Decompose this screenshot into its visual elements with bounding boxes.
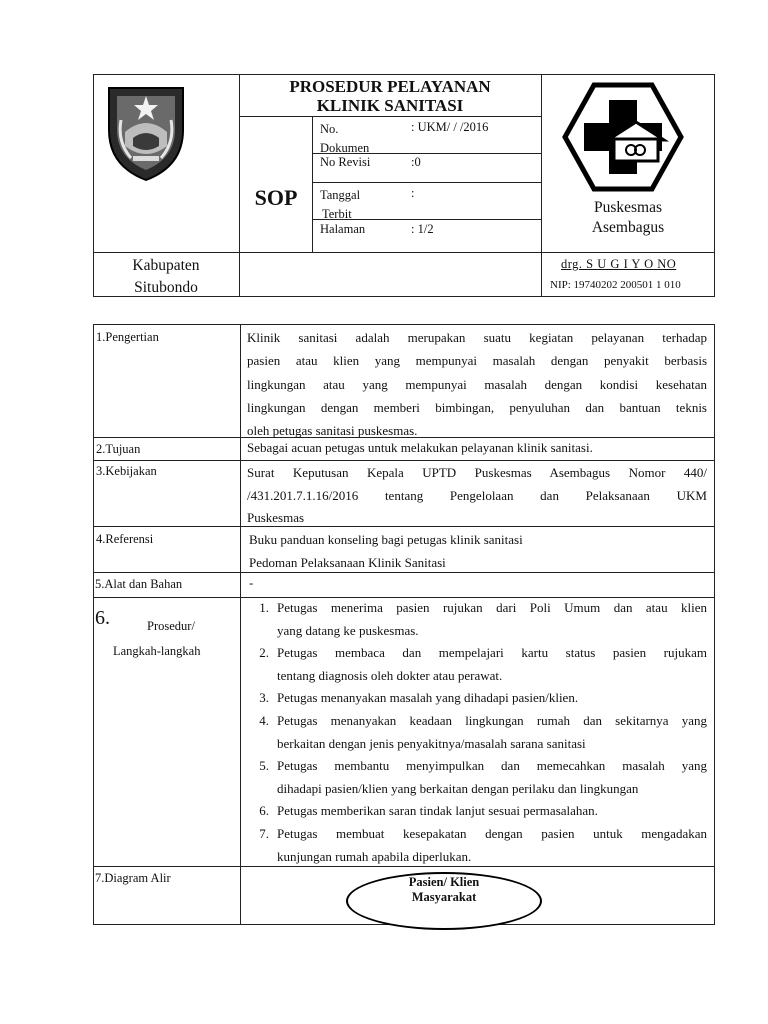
- no-revisi-value: :0: [411, 155, 421, 169]
- puskesmas-logo-icon: [562, 82, 684, 192]
- no-revisi-label: No Revisi: [320, 155, 371, 169]
- referensi-text: Buku panduan konseling bagi petugas klinik sanitasi Pedoman Pelaksanaan Klinik Sanitasi: [249, 532, 523, 570]
- page-title: [240, 77, 540, 115]
- diagram-label: 7.Diagram Alir: [95, 871, 171, 885]
- signer-name: drg. S U G I Y O NO: [561, 257, 677, 271]
- procedure-step-6: 6. Petugas memberikan saran tindak lanjut sesuai permasalahan.: [259, 803, 598, 818]
- referensi-label: 4.Referensi: [96, 532, 154, 546]
- tujuan-label: 2.Tujuan: [96, 442, 141, 456]
- pengertian-label: 1.Pengertian: [96, 330, 159, 344]
- kebijakan-text: Surat Keputusan Kepala UPTD Puskesmas Asembagus Nomor 440/ /431.201.7.1.16/2016 tentang Pengelolaan dan Pelaksanaan UKM Puskesmas: [247, 465, 707, 525]
- procedure-step-3: 3. Petugas menanyakan masalah yang dihadapi pasien/klien.: [259, 690, 579, 705]
- title-line-2: KLINIK SANITASI: [316, 96, 464, 115]
- region-name: Kabupaten Situbondo: [132, 257, 200, 296]
- halaman-value: : 1/2: [411, 222, 434, 236]
- prosedur-label: Prosedur/ Langkah-langkah: [113, 619, 201, 658]
- procedure-step-1: 1. Petugas menerima pasien rujukan dari Poli Umum dan atau klien yang datang ke puskesmas.: [259, 600, 707, 638]
- tanggal-terbit-value: :: [411, 186, 415, 200]
- org-name: Puskesmas Asembagus: [591, 199, 665, 236]
- alat-bahan-value: -: [249, 575, 254, 590]
- kebijakan-label: 3.Kebijakan: [96, 464, 157, 478]
- signer-nip: NIP: 19740202 200501 1 010: [550, 279, 681, 291]
- halaman-label: Halaman: [320, 222, 366, 236]
- pengertian-text: Klinik sanitasi adalah merupakan suatu kegiatan pelayanan terhadap pasien atau klien yang mempunyai masalah dengan penyakit berbasis lingkungan atau yang mempunyai masalah dengan kondisi kesehatan lingkungan dengan memberi bimbingan, penyuluhan dan bantuan teknis oleh petugas sanitasi puskesmas.: [247, 330, 707, 439]
- procedure-step-7: 7. Petugas membuat kesepakatan dengan pasien untuk mengadakan kunjungan rumah apabila diperlukan.: [259, 826, 707, 864]
- no-dokumen-value: : UKM/ / /2016: [411, 120, 489, 134]
- alat-bahan-label: 5.Alat dan Bahan: [95, 577, 183, 591]
- no-dokumen-label: No. Dokumen: [320, 122, 370, 155]
- procedure-step-2: 2. Petugas membaca dan mempelajari kartu status pasien rujukam tentang diagnosis oleh dokter atau perawat.: [259, 645, 707, 683]
- regency-emblem-icon: [103, 84, 189, 182]
- tanggal-terbit-label: Tanggal Terbit: [320, 188, 361, 221]
- title-line-1: PROSEDUR PELAYANAN: [289, 77, 491, 96]
- flow-node-label: Pasien/ Klien Masyarakat: [408, 875, 480, 904]
- procedure-step-4: 4. Petugas menanyakan keadaan lingkungan rumah dan sekitarnya yang berkaitan dengan jenis penyakitnya/masalah sarana sanitasi: [259, 713, 707, 751]
- tujuan-text: Sebagai acuan petugas untuk melakukan pelayanan klinik sanitasi.: [247, 440, 593, 455]
- sop-label: SOP: [254, 185, 298, 210]
- prosedur-number: 6.: [95, 607, 110, 629]
- procedure-step-5: 5. Petugas membantu menyimpulkan dan memecahkan masalah yang dihadapi pasien/klien yang berkaitan dengan perilaku dan lingkungan: [259, 758, 707, 796]
